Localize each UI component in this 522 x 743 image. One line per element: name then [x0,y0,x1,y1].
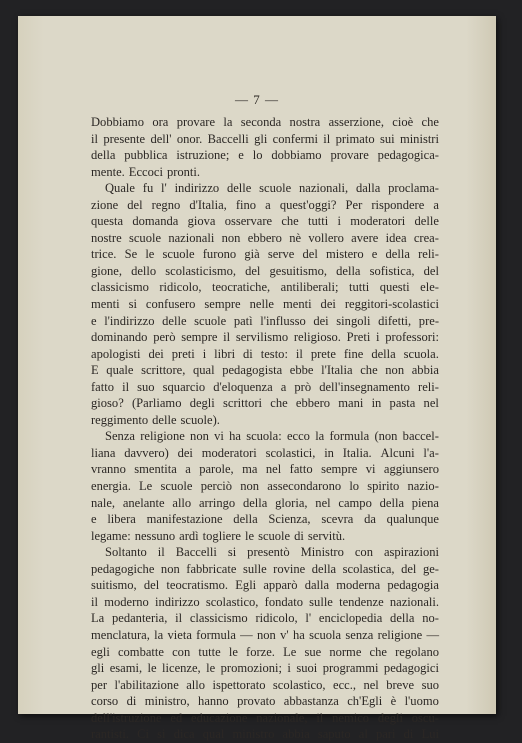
text-line: nostre scuole nazionali non ebbero nè vollero avere idea crea- [91,230,439,245]
text-line: menclatura, la vieta formula — non v' ha scuola senza religione — [91,627,439,642]
text-line: reggimento delle scuole). [91,412,220,427]
text-line: corso di ministro, hanno provato abbastanza ch'Egli è l'uomo [91,694,439,709]
text-line: il presente dell' onor. Baccelli gli confermi il primato sui ministri [91,131,439,146]
text-line: trice. Se le scuole furono già serve del mistero e della reli- [91,247,439,262]
text-line: apologisti dei preti i libri di testo: il prete fine della scuola. [91,346,439,361]
text-line: E quale scrittore, qual pedagogista ebbe l'Italia che non abbia [91,363,439,378]
text-line: mente. Eccoci pronti. [91,164,201,179]
text-line: La pedanteria, il classicismo ridicolo, l' enciclopedia della no- [91,611,439,626]
text-line: Quale fu l' indirizzo delle scuole nazionali, dalla proclama- [105,181,439,196]
text-line: dell'istruzione ed educazione nazionale, il nemico degli oscu- [91,710,439,725]
text-line: legame: nessuno ardì togliere le scuole di servitù. [91,528,346,543]
text-line: gione, dello scolasticismo, del gesuitismo, della sofistica, del [91,263,439,278]
text-line: dominando però sempre il servilismo religioso. Preti i professori: [91,330,439,345]
text-line: della pubblica istruzione; e lo dobbiamo provare pedagogica- [91,148,439,163]
text-line: Dobbiamo ora provare la seconda nostra asserzione, cioè che [91,115,439,129]
text-line: menti si confusero sempre nelle menti dei reggitori-scolastici [91,297,439,312]
text-line: rantisti. Ci si dica qual ministro abbia saputo al pari di Lui [91,727,439,742]
text-line: e l'indirizzo delle scuole patì l'influsso dei singoli difetti, pre- [91,313,439,328]
text-line: questa domanda giova osservare che tutti i moderatori delle [91,214,439,229]
text-line: il moderno indirizzo scolastico, fondato sulle tendenze nazionali. [91,594,439,609]
text-line: energia. Le scuole perciò non assecondarono lo spirito nazio- [91,479,439,494]
text-line: e libera manifestazione della Scienza, scevra da qualunque [91,512,439,527]
text-line: zione del regno d'Italia, fino a quest'oggi? Per rispondere a [91,197,439,212]
page-body-text [91,114,439,743]
text-line: pedagogiche non fabbricate sulle rovine della scolastica, del ge- [91,561,439,576]
page-number: — 7 — [235,92,279,107]
text-line: gli esami, le licenze, le promozioni; i suoi programmi pedagogici [91,661,439,676]
text-line: per l'abilitazione allo ispettorato scolastico, ecc., nel breve suo [91,677,439,692]
text-line: Senza religione non vi ha scuola: ecco la formula (non baccel- [105,429,439,444]
text-line: vranno smentita a parole, ma nel fatto sempre vi aggiunsero [91,462,439,477]
text-line: suitismo, del teocratismo. Egli apparò dalla moderna pedagogia [91,578,439,593]
text-line: fatto il suo squarcio d'eloquenza a prò dell'insegnamento reli- [91,379,439,394]
text-line: classicismo ridicolo, teocratiche, antiliberali; tutti questi ele- [91,280,439,295]
text-line: liana davvero) dei moderatori scolastici, in Italia. Alcuni l'a- [91,445,439,460]
text-line: gioso? (Parliamo degli scrittori che ebbero mani in pasta nel [91,396,439,411]
book-page [18,16,496,742]
text-line: nale, anelante allo arringo della gloria, nel campo della piena [91,495,439,510]
text-line: egli combatte con tutte le forze. Le sue norme che regolano [91,644,439,659]
text-line: Soltanto il Baccelli si presentò Ministro con aspirazioni [105,545,439,560]
